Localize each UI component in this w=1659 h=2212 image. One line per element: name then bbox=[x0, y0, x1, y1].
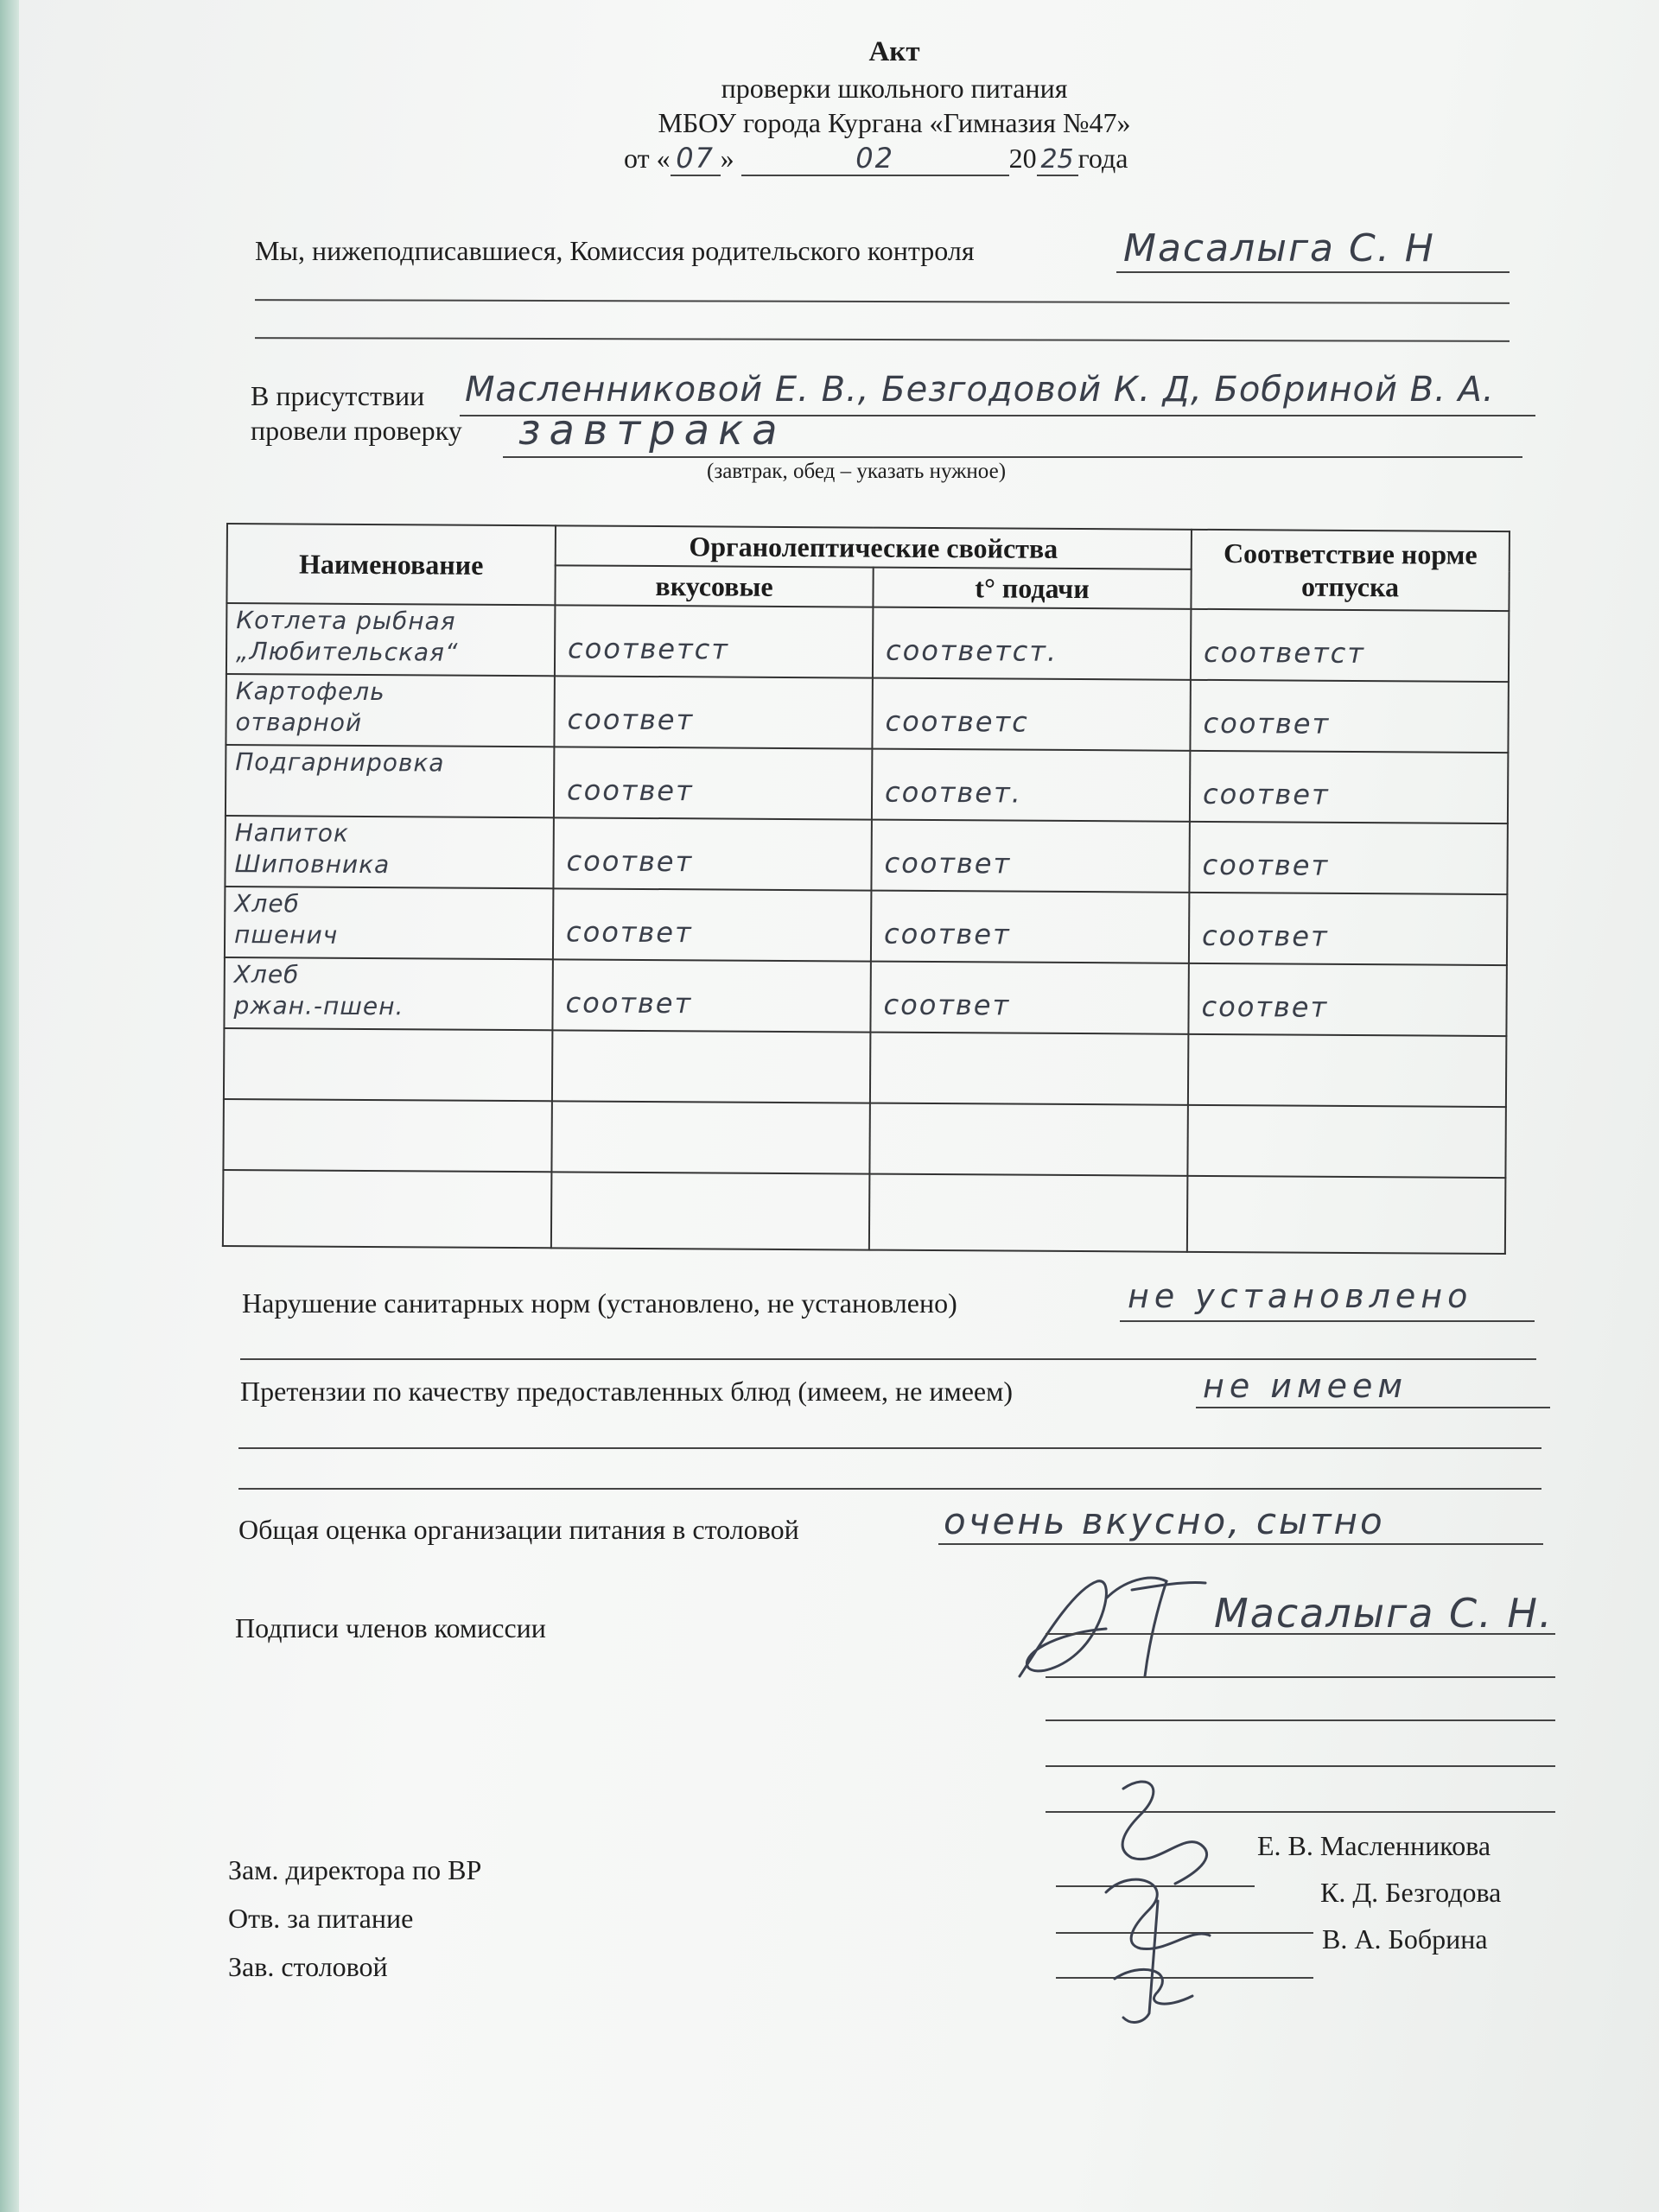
commission-label: Мы, нижеподписавшиеся, Комиссия родительского контроля bbox=[255, 235, 975, 266]
rating-label: Общая оценка организации питания в столовой bbox=[238, 1514, 799, 1545]
table-row bbox=[226, 674, 1508, 753]
date-mid: » bbox=[720, 143, 734, 174]
signature-line-2 bbox=[1046, 1676, 1555, 1678]
blank-line-4 bbox=[238, 1447, 1541, 1449]
cell-temp: соответ bbox=[870, 962, 1188, 1034]
blank-line-5 bbox=[238, 1488, 1541, 1490]
blank-line-3 bbox=[240, 1358, 1536, 1360]
cell-temp: соответст. bbox=[873, 607, 1191, 680]
inspection-table bbox=[222, 523, 1510, 1255]
cell-norm bbox=[1188, 1034, 1506, 1107]
presence-value: Масленниковой Е. В., Безгодовой К. Д, Бобриной В. А. bbox=[465, 370, 1495, 410]
document-title: Акт bbox=[868, 36, 920, 67]
commission-value: Масалыга С. Н bbox=[1123, 226, 1435, 270]
officials-signatures bbox=[1071, 1763, 1253, 2039]
violations-label: Нарушение санитарных норм (установлено, не установлено) bbox=[242, 1287, 957, 1319]
cell-name bbox=[223, 1099, 551, 1172]
official-role: Отв. за питание bbox=[228, 1903, 414, 1934]
violations-value: не установлено bbox=[1128, 1277, 1473, 1315]
cell-name bbox=[223, 1170, 552, 1248]
table-row bbox=[225, 887, 1507, 965]
cell-taste bbox=[552, 1030, 870, 1103]
cell-norm: соответ bbox=[1189, 893, 1507, 965]
table-row bbox=[226, 745, 1508, 823]
commission-underline bbox=[1116, 271, 1510, 273]
cell-taste: соответ bbox=[554, 676, 872, 748]
date-line bbox=[624, 142, 1128, 176]
check-hint: (завтрак, обед – указать нужное) bbox=[707, 460, 1007, 483]
cell-taste: соответ bbox=[553, 817, 871, 890]
cell-temp bbox=[869, 1103, 1187, 1176]
cell-name: Картофель отварной bbox=[226, 674, 554, 747]
table-row bbox=[224, 1028, 1506, 1107]
violations-underline bbox=[1120, 1320, 1535, 1322]
official-role: Зам. директора по ВР bbox=[228, 1854, 482, 1885]
header-temp: t° подачи bbox=[873, 568, 1191, 609]
document-subtitle-2: МБОУ города Кургана «Гимназия №47» bbox=[658, 107, 1131, 138]
cell-taste: соответ bbox=[554, 747, 872, 819]
cell-temp bbox=[870, 1033, 1188, 1105]
table-row bbox=[226, 603, 1509, 682]
cell-norm bbox=[1187, 1105, 1505, 1178]
date-day: 07 bbox=[671, 142, 721, 176]
cell-norm: соответ bbox=[1190, 680, 1508, 753]
cell-norm: соответ bbox=[1189, 822, 1507, 894]
document-subtitle-1: проверки школьного питания bbox=[721, 73, 1068, 104]
cell-norm: соответст bbox=[1191, 609, 1509, 682]
official-role: Зав. столовой bbox=[228, 1951, 388, 1982]
cell-taste bbox=[551, 1172, 870, 1249]
blank-line-2 bbox=[255, 337, 1510, 342]
signature-line-3 bbox=[1046, 1719, 1555, 1721]
header-norm: Соответствие норме отпуска bbox=[1191, 530, 1510, 611]
check-value: завтрака bbox=[518, 406, 786, 454]
cell-temp bbox=[869, 1174, 1188, 1252]
commission-member-name: Масалыга С. Н. bbox=[1214, 1590, 1554, 1637]
signature-line-1 bbox=[1046, 1633, 1555, 1635]
commission-signature bbox=[1002, 1547, 1210, 1694]
rating-underline bbox=[938, 1543, 1543, 1545]
signatures-label: Подписи членов комиссии bbox=[235, 1612, 546, 1643]
cell-norm: соответ bbox=[1188, 963, 1506, 1036]
check-label: провели проверку bbox=[251, 415, 462, 446]
date-year-prefix: 20 bbox=[1008, 143, 1037, 174]
date-month: 02 bbox=[741, 142, 1009, 176]
header-taste: вкусовые bbox=[555, 565, 873, 607]
cell-taste: соответ bbox=[553, 888, 871, 961]
official-name: Е. В. Масленникова bbox=[1257, 1830, 1491, 1861]
table-row bbox=[223, 1099, 1505, 1178]
header-name: Наименование bbox=[226, 524, 556, 605]
cell-temp: соответ bbox=[871, 891, 1189, 963]
date-prefix: от « bbox=[624, 143, 671, 174]
cell-taste: соответ bbox=[552, 959, 870, 1032]
table-row bbox=[225, 816, 1507, 894]
cell-taste bbox=[551, 1101, 869, 1173]
binder-edge bbox=[0, 0, 19, 2212]
cell-norm: соответ bbox=[1190, 751, 1508, 823]
official-name: В. А. Бобрина bbox=[1322, 1923, 1488, 1955]
header-organoleptic: Органолептические свойства bbox=[556, 525, 1192, 569]
cell-name: Хлеб пшенич bbox=[225, 887, 553, 959]
cell-temp: соответс bbox=[872, 678, 1190, 751]
claims-label: Претензии по качеству предоставленных блюд (имеем, не имеем) bbox=[240, 1376, 1014, 1407]
cell-name: Котлета рыбная „Любительская“ bbox=[226, 603, 555, 676]
date-suffix: года bbox=[1077, 143, 1128, 174]
official-name: К. Д. Безгодова bbox=[1320, 1877, 1502, 1908]
cell-temp: соответ bbox=[871, 820, 1189, 893]
presence-label: В присутствии bbox=[251, 380, 425, 411]
claims-underline bbox=[1196, 1407, 1550, 1408]
table-row bbox=[224, 957, 1506, 1036]
blank-line-1 bbox=[255, 299, 1510, 304]
rating-value: очень вкусно, сытно bbox=[944, 1500, 1385, 1542]
cell-name: Подгарнировка bbox=[226, 745, 554, 817]
cell-name: Хлеб ржан.-пшен. bbox=[224, 957, 552, 1030]
cell-norm bbox=[1187, 1176, 1506, 1254]
cell-temp: соответ. bbox=[872, 749, 1190, 822]
table-row bbox=[223, 1170, 1506, 1254]
cell-name bbox=[224, 1028, 552, 1101]
cell-name: Напиток Шиповника bbox=[225, 816, 553, 888]
date-year-suffix: 25 bbox=[1037, 144, 1078, 176]
check-underline bbox=[503, 456, 1522, 458]
cell-taste: соответст bbox=[555, 605, 873, 677]
claims-value: не имеем bbox=[1203, 1367, 1408, 1405]
